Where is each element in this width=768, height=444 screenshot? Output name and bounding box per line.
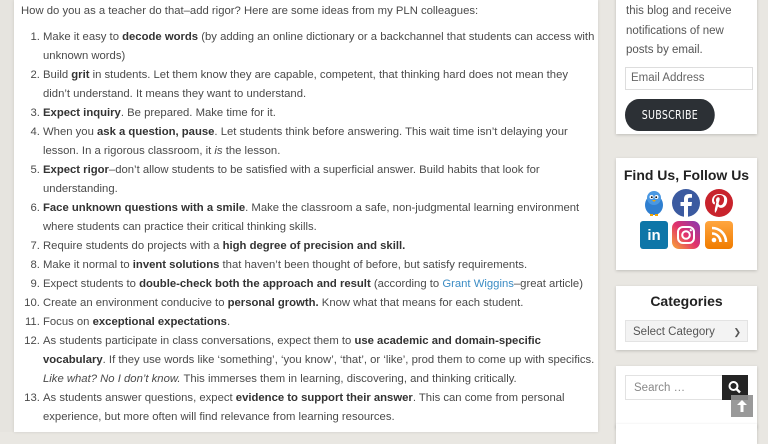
list-item: 3. Expect inquiry. Be prepared. Make time for it. [43,104,598,123]
search-input[interactable]: Search … [625,375,723,400]
page-background-left [0,0,14,432]
list-item: 8. Make it normal to invent solutions that haven’t been thought of before, but satisfy requirements. [43,256,598,275]
list-item: 13. As students answer questions, expect evidence to support their answer. This can come from personal experience, but more often will find relevance from learning resources. [43,389,598,427]
arrow-up-icon [731,395,753,417]
social-widget [616,158,757,270]
list-item: 1. Make it easy to decode words (by adding an online dictionary or a backchannel that students can access with unknown words) [43,28,598,66]
categories-title: Categories [650,293,723,309]
list-item: 2. Build grit in students. Let them know they are capable, competent, that thinking hard does not mean they didn’t understand. It means they want to understand. [43,66,598,104]
category-select-value: Select Category [633,326,715,338]
list-item: 9. Expect students to double-check both the approach and result (according to Grant Wiggins–great article) [43,275,598,294]
twitter-bird-icon[interactable] [640,189,668,217]
facebook-icon[interactable] [672,189,700,217]
ideas-list [21,28,598,427]
scroll-to-top-button[interactable] [731,395,753,417]
list-item: 4. When you ask a question, pause. Let students think before answering. This wait time isn’t delaying your lesson. In a rigorous classroom, it is the lesson. [43,123,598,161]
article-content [14,0,598,432]
list-item: 12. As students participate in class conversations, expect them to use academic and domain-specific vocabulary. If they use words like ‘something’, ‘you know’, ‘that’, or ‘like’, prod them to come up with specifics. Like what? No I don’t know. This immerses them in learning, discovering, and thinking critically. [43,332,598,389]
subscribe-widget [616,0,757,134]
list-item: 5. Expect rigor–don’t allow students to be satisfied with a superficial answer. Build habits that look for understanding. [43,161,598,199]
linkedin-icon[interactable]: in [640,221,668,249]
subscribe-description: this blog and receive notifications of new posts by email. [626,5,732,56]
instagram-icon[interactable] [672,221,700,249]
category-select[interactable] [625,320,748,342]
pinterest-icon[interactable] [705,189,733,217]
next-widget [616,424,757,444]
social-title: Find Us, Follow Us [623,167,750,183]
rss-icon[interactable] [705,221,733,249]
list-item: 11. Focus on exceptional expectations. [43,313,598,332]
list-item: 10. Create an environment conducive to personal growth. Know what that means for each student. [43,294,598,313]
article-intro: How do you as a teacher do that–add rigor? Here are some ideas from my PLN colleagues: [21,5,479,17]
email-field[interactable]: Email Address [625,67,753,90]
list-item: 7. Require students do projects with a high degree of precision and skill. [43,237,598,256]
chevron-down-icon: ❯ [733,327,741,337]
subscribe-button[interactable]: SUBSCRIBE [625,99,715,131]
list-item: 6. Face unknown questions with a smile. Make the classroom a safe, non-judgmental learning environment where students can practice their critical thinking skills. [43,199,598,237]
categories-widget [616,286,757,350]
grant-wiggins-link[interactable]: Grant Wiggins [442,278,514,290]
